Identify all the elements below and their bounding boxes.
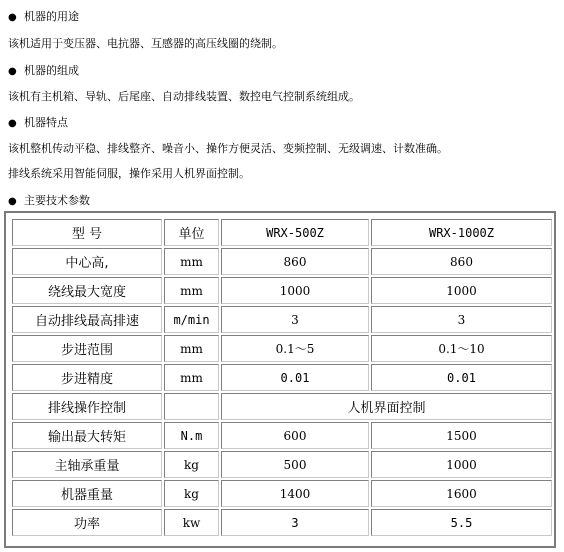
table-row xyxy=(12,277,552,304)
row-unit: mm xyxy=(164,335,219,362)
row-unit xyxy=(164,393,219,420)
table-row xyxy=(12,306,552,333)
row-value-500: 3 xyxy=(221,306,369,333)
row-value-1000: 1500 xyxy=(371,422,552,449)
section-heading-specs: ● 主要技术参数 xyxy=(8,194,90,207)
header-unit: 单位 xyxy=(164,219,219,246)
header-model: 型 号 xyxy=(12,219,162,246)
section-text-features-1: 该机整机传动平稳、排线整齐、噪音小、操作方便灵活、变频控制、无级调速、计数准确。 xyxy=(8,142,448,155)
row-value-500: 0.01 xyxy=(221,364,369,391)
row-unit: N.m xyxy=(164,422,219,449)
row-name: 绕线最大宽度 xyxy=(12,277,162,304)
row-name: 输出最大转矩 xyxy=(12,422,162,449)
row-name: 中心高, xyxy=(12,248,162,275)
table-row xyxy=(12,509,552,536)
section-text-features-2: 排线系统采用智能伺服，操作采用人机界面控制。 xyxy=(8,167,250,180)
table-row xyxy=(12,480,552,507)
table-row xyxy=(12,248,552,275)
row-unit: m/min xyxy=(164,306,219,333)
row-unit: mm xyxy=(164,364,219,391)
row-name: 排线操作控制 xyxy=(12,393,162,420)
row-value-1000: 0.1～10 xyxy=(371,335,552,362)
row-value-500: 3 xyxy=(221,509,369,536)
table-row xyxy=(12,422,552,449)
section-text-composition: 该机有主机箱、导轨、后尾座、自动排线装置、数控电气控制系统组成。 xyxy=(8,90,360,103)
row-unit: kg xyxy=(164,480,219,507)
spec-table-frame xyxy=(4,211,556,548)
header-model-1000: WRX-1000Z xyxy=(371,219,552,246)
section-heading-purpose: ● 机器的用途 xyxy=(8,10,79,23)
row-value-1000: 1600 xyxy=(371,480,552,507)
row-name: 步进精度 xyxy=(12,364,162,391)
row-name: 自动排线最高排速 xyxy=(12,306,162,333)
row-name: 步进范围 xyxy=(12,335,162,362)
row-value-500: 860 xyxy=(221,248,369,275)
row-value-1000: 1000 xyxy=(371,451,552,478)
row-value-merged: 人机界面控制 xyxy=(221,393,552,420)
row-value-1000: 860 xyxy=(371,248,552,275)
row-unit: kg xyxy=(164,451,219,478)
bullet-icon: ● xyxy=(8,66,17,77)
row-value-500: 1000 xyxy=(221,277,369,304)
table-row xyxy=(12,451,552,478)
row-value-1000: 1000 xyxy=(371,277,552,304)
row-value-500: 0.1～5 xyxy=(221,335,369,362)
bullet-icon: ● xyxy=(8,196,17,207)
row-unit: mm xyxy=(164,277,219,304)
row-value-500: 1400 xyxy=(221,480,369,507)
section-text-purpose: 该机适用于变压器、电抗器、互感器的高压线圈的绕制。 xyxy=(8,37,283,50)
section-heading-composition: ● 机器的组成 xyxy=(8,64,79,77)
table-row-merged xyxy=(12,393,552,420)
row-name: 机器重量 xyxy=(12,480,162,507)
row-name: 主轴承重量 xyxy=(12,451,162,478)
section-heading-features: ● 机器特点 xyxy=(8,116,68,129)
header-model-500: WRX-500Z xyxy=(221,219,369,246)
table-row xyxy=(12,335,552,362)
row-name: 功率 xyxy=(12,509,162,536)
row-value-500: 600 xyxy=(221,422,369,449)
row-value-1000: 5.5 xyxy=(371,509,552,536)
bullet-icon: ● xyxy=(8,12,17,23)
table-header-row xyxy=(12,219,552,246)
row-value-1000: 0.01 xyxy=(371,364,552,391)
row-unit: mm xyxy=(164,248,219,275)
spec-table xyxy=(10,217,554,538)
row-value-500: 500 xyxy=(221,451,369,478)
bullet-icon: ● xyxy=(8,118,17,129)
row-unit: kw xyxy=(164,509,219,536)
table-row xyxy=(12,364,552,391)
row-value-1000: 3 xyxy=(371,306,552,333)
